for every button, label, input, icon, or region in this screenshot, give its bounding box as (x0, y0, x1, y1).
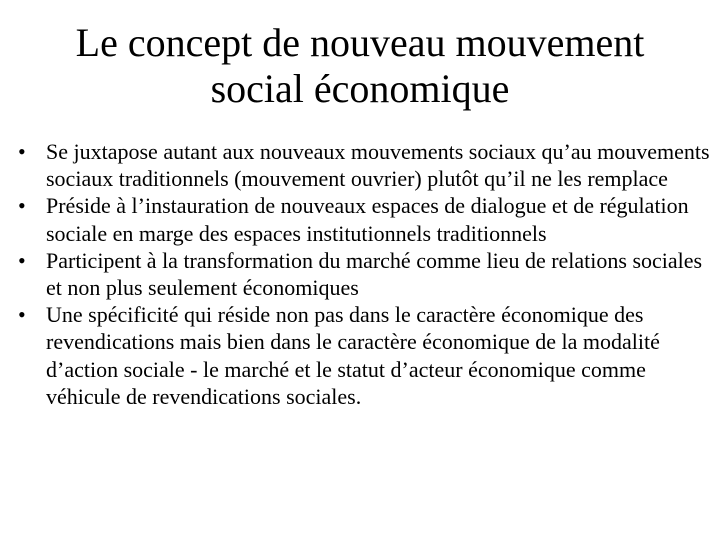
bullet-text-2: Préside à l’instauration de nouveaux espaces de dialogue et de régulation sociale en marge des espaces institutionnels traditionnels (46, 193, 689, 246)
bullet-icon: • (18, 247, 26, 273)
slide-title-line-1: Le concept de nouveau mouvement (75, 20, 645, 65)
bullet-list (18, 138, 712, 410)
bullet-icon: • (18, 302, 26, 328)
slide-title (20, 20, 700, 112)
bullet-text-1: Se juxtapose autant aux nouveaux mouvements sociaux qu’au mouvements sociaux traditionnels (mouvement ouvrier) plutôt qu’il ne les remplace (46, 139, 710, 192)
bullet-item-1 (18, 138, 712, 192)
slide-title-line-2: social économique (210, 66, 510, 111)
bullet-item-2 (18, 192, 712, 246)
bullet-text-3: Participent à la transformation du marché comme lieu de relations sociales et non plus seulement économiques (46, 247, 703, 301)
bullet-item-3 (18, 247, 712, 301)
bullet-text-4: Une spécificité qui réside non pas dans le caractère économique des revendications mais bien dans le caractère économique de la modalité d’action sociale - le marché et le statut d’acteur économique comme véhicule de revendications sociales. (46, 302, 660, 409)
bullet-icon: • (18, 139, 26, 164)
bullet-icon: • (18, 193, 26, 219)
bullet-item-4 (18, 301, 712, 410)
